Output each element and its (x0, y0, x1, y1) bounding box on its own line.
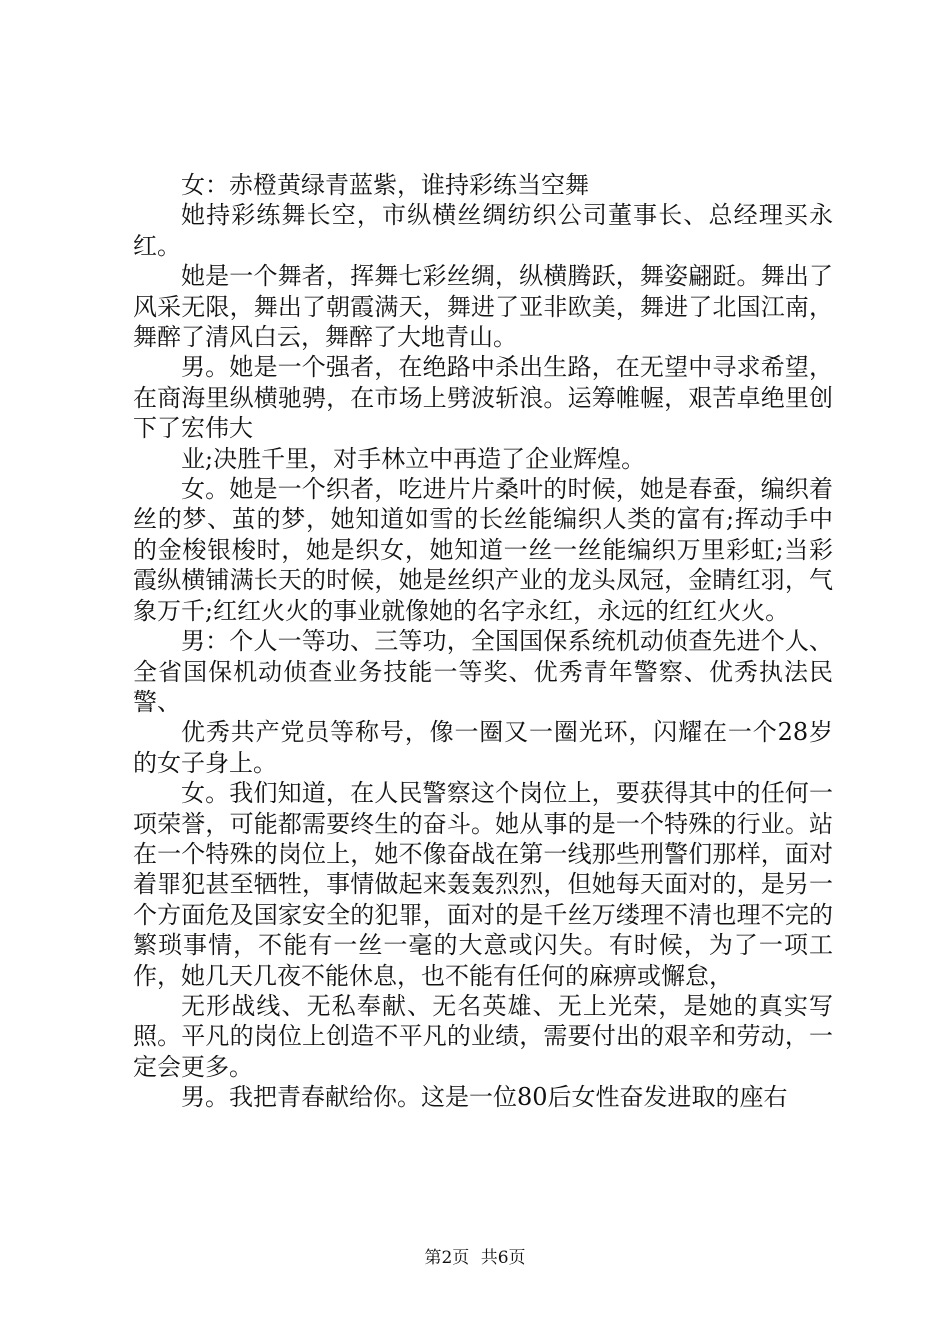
paragraph: 无形战线、无私奉献、无名英雄、无上光荣，是她的真实写照。平凡的岗位上创造不平凡的业绩，需要付出的艰辛和劳动，一定会更多。 (133, 991, 833, 1081)
paragraph: 优秀共产党员等称号，像一圈又一圈光环，闪耀在一个28岁的女子身上。 (133, 718, 833, 777)
page-number: 第2页 (424, 1248, 470, 1268)
paragraph: 她是一个舞者，挥舞七彩丝绸，纵横腾跃，舞姿翩跹。舞出了风采无限，舞出了朝霞满天，舞进了亚非欧美，舞进了北国江南，舞醉了清风白云，舞醉了大地青山。 (133, 262, 833, 352)
paragraph: 女：赤橙黄绿青蓝紫，谁持彩练当空舞 (181, 171, 589, 199)
paragraph: 女。我们知道，在人民警察这个岗位上，要获得其中的任何一项荣誉，可能都需要终生的奋斗。她从事的是一个特殊的行业。站在一个特殊的岗位上，她不像奋战在第一线那些刑警们那样，面对着罪犯甚至牺牲，事情做起来轰轰烈烈，但她每天面对的，是另一个方面危及国家安全的犯罪，面对的是千丝万缕理不清也理不完的繁琐事情，不能有一丝一毫的大意或闪失。有时候，为了一项工作，她几天几夜不能休息，也不能有任何的麻痹或懈怠， (133, 779, 833, 990)
paragraph: 女。她是一个织者，吃进片片桑叶的时候，她是春蚕，编织着丝的梦、茧的梦，她知道如雪的长丝能编织人类的富有;挥动手中的金梭银梭时，她是织女，她知道一丝一丝能编织万里彩虹;当彩霞纵横铺满长天的时候，她是丝织产业的龙头凤冠，金睛红羽，气象万千;红红火火的事业就像她的名字永红，永远的红红火火。 (133, 475, 833, 625)
paragraph: 男。我把青春献给你。这是一位80后女性奋发进取的座右 (181, 1083, 788, 1112)
page-footer (0, 1243, 950, 1268)
paragraph: 业;决胜千里，对手林立中再造了企业辉煌。 (181, 444, 646, 473)
paragraph: 男：个人一等功、三等功，全国国保系统机动侦查先进个人、全省国保机动侦查业务技能一等奖、优秀青年警察、优秀执法民警、 (133, 627, 833, 716)
paragraph: 男。她是一个强者，在绝路中杀出生路，在无望中寻求希望，在商海里纵横驰骋，在市场上劈波斩浪。运筹帷幄，艰苦卓绝里创下了宏伟大 (133, 353, 833, 443)
paragraph: 她持彩练舞长空，市纵横丝绸纺织公司董事长、总经理买永红。 (133, 201, 833, 260)
body-text (133, 170, 833, 1113)
page-total: 共6页 (480, 1248, 526, 1268)
